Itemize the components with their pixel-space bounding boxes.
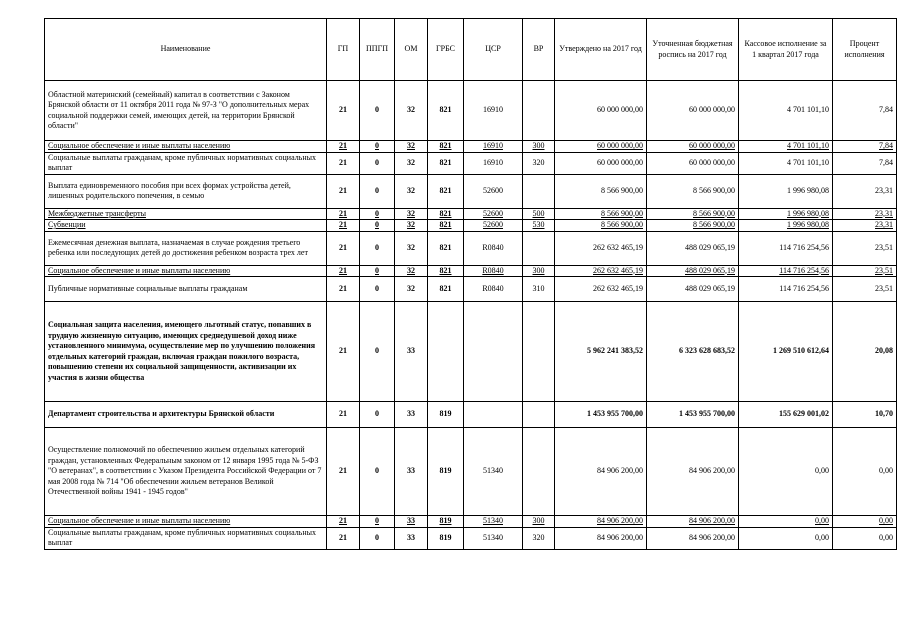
- cell-om: 32: [395, 231, 428, 265]
- table-row: [45, 174, 897, 208]
- cell-percent: 0,00: [833, 516, 897, 528]
- cell-csr: R0840: [464, 265, 523, 277]
- cell-cash: 155 629 001,02: [739, 402, 833, 428]
- cell-gp: 21: [327, 516, 360, 528]
- cell-vr: [523, 302, 555, 402]
- cell-name: Социальное обеспечение и иные выплаты населению: [45, 141, 327, 153]
- header-name: Наименование: [45, 19, 327, 81]
- cell-om: 33: [395, 527, 428, 549]
- cell-ppgp: 0: [360, 302, 395, 402]
- cell-om: 32: [395, 208, 428, 220]
- cell-gp: 21: [327, 141, 360, 153]
- cell-refined: 60 000 000,00: [647, 152, 739, 174]
- table-row: [45, 428, 897, 516]
- cell-om: 33: [395, 402, 428, 428]
- cell-percent: 0,00: [833, 527, 897, 549]
- cell-cash: 114 716 254,56: [739, 231, 833, 265]
- cell-approved: 5 962 241 383,52: [555, 302, 647, 402]
- cell-percent: 7,84: [833, 141, 897, 153]
- header-ppgp: ППГП: [360, 19, 395, 81]
- cell-csr: 51340: [464, 516, 523, 528]
- cell-grbs: 819: [428, 428, 464, 516]
- cell-gp: 21: [327, 231, 360, 265]
- cell-grbs: 821: [428, 265, 464, 277]
- cell-cash: 1 996 980,08: [739, 208, 833, 220]
- table-row: [45, 152, 897, 174]
- cell-refined: 488 029 065,19: [647, 265, 739, 277]
- cell-grbs: 821: [428, 174, 464, 208]
- cell-cash: 114 716 254,56: [739, 265, 833, 277]
- cell-grbs: 821: [428, 208, 464, 220]
- cell-name: Выплата единовременного пособия при всех формах устройства детей, лишенных родительского попечения, в семью: [45, 174, 327, 208]
- cell-name: Публичные нормативные социальные выплаты гражданам: [45, 277, 327, 302]
- cell-percent: 23,31: [833, 220, 897, 232]
- table-row: [45, 231, 897, 265]
- cell-grbs: 821: [428, 141, 464, 153]
- cell-approved: 84 906 200,00: [555, 516, 647, 528]
- cell-vr: [523, 402, 555, 428]
- cell-refined: 8 566 900,00: [647, 174, 739, 208]
- cell-name: Социальные выплаты гражданам, кроме публичных нормативных социальных выплат: [45, 527, 327, 549]
- cell-gp: 21: [327, 527, 360, 549]
- cell-csr: [464, 402, 523, 428]
- cell-name: Межбюджетные трансферты: [45, 208, 327, 220]
- cell-cash: 1 996 980,08: [739, 174, 833, 208]
- cell-ppgp: 0: [360, 428, 395, 516]
- cell-ppgp: 0: [360, 277, 395, 302]
- cell-om: 32: [395, 141, 428, 153]
- cell-grbs: 821: [428, 231, 464, 265]
- cell-grbs: 821: [428, 220, 464, 232]
- cell-grbs: 821: [428, 277, 464, 302]
- cell-vr: 300: [523, 516, 555, 528]
- cell-ppgp: 0: [360, 220, 395, 232]
- cell-csr: 16910: [464, 81, 523, 141]
- cell-cash: 0,00: [739, 527, 833, 549]
- cell-refined: 60 000 000,00: [647, 141, 739, 153]
- cell-percent: 7,84: [833, 81, 897, 141]
- cell-ppgp: 0: [360, 141, 395, 153]
- cell-csr: 16910: [464, 152, 523, 174]
- cell-vr: 310: [523, 277, 555, 302]
- cell-om: 33: [395, 302, 428, 402]
- cell-grbs: 819: [428, 527, 464, 549]
- cell-percent: 23,51: [833, 231, 897, 265]
- cell-gp: 21: [327, 277, 360, 302]
- header-percent: Процент исполнения: [833, 19, 897, 81]
- cell-csr: 52600: [464, 208, 523, 220]
- cell-csr: 16910: [464, 141, 523, 153]
- cell-gp: 21: [327, 208, 360, 220]
- cell-grbs: [428, 302, 464, 402]
- cell-vr: 500: [523, 208, 555, 220]
- cell-grbs: 819: [428, 516, 464, 528]
- cell-gp: 21: [327, 265, 360, 277]
- table-row: [45, 527, 897, 549]
- cell-vr: [523, 231, 555, 265]
- cell-vr: [523, 428, 555, 516]
- cell-vr: [523, 174, 555, 208]
- cell-percent: 10,70: [833, 402, 897, 428]
- cell-percent: 7,84: [833, 152, 897, 174]
- cell-percent: 23,51: [833, 265, 897, 277]
- cell-ppgp: 0: [360, 265, 395, 277]
- cell-ppgp: 0: [360, 152, 395, 174]
- cell-gp: 21: [327, 152, 360, 174]
- cell-om: 33: [395, 428, 428, 516]
- header-csr: ЦСР: [464, 19, 523, 81]
- cell-csr: R0840: [464, 277, 523, 302]
- cell-approved: 84 906 200,00: [555, 527, 647, 549]
- cell-cash: 1 996 980,08: [739, 220, 833, 232]
- cell-approved: 8 566 900,00: [555, 220, 647, 232]
- header-approved: Утверждено на 2017 год: [555, 19, 647, 81]
- cell-csr: 52600: [464, 220, 523, 232]
- cell-approved: 84 906 200,00: [555, 428, 647, 516]
- cell-ppgp: 0: [360, 231, 395, 265]
- cell-percent: 23,31: [833, 208, 897, 220]
- table-header-row: [45, 19, 897, 81]
- table-row: [45, 265, 897, 277]
- cell-om: 32: [395, 277, 428, 302]
- cell-vr: 300: [523, 141, 555, 153]
- cell-grbs: 821: [428, 81, 464, 141]
- cell-vr: 530: [523, 220, 555, 232]
- cell-approved: 262 632 465,19: [555, 231, 647, 265]
- budget-table: [44, 18, 897, 550]
- cell-percent: 23,51: [833, 277, 897, 302]
- cell-refined: 6 323 628 683,52: [647, 302, 739, 402]
- table-row: [45, 277, 897, 302]
- cell-om: 32: [395, 174, 428, 208]
- cell-om: 32: [395, 220, 428, 232]
- cell-approved: 60 000 000,00: [555, 141, 647, 153]
- cell-cash: 4 701 101,10: [739, 141, 833, 153]
- cell-name: Социальное обеспечение и иные выплаты населению: [45, 265, 327, 277]
- cell-cash: 0,00: [739, 428, 833, 516]
- header-om: ОМ: [395, 19, 428, 81]
- cell-name: Субвенции: [45, 220, 327, 232]
- cell-approved: 8 566 900,00: [555, 174, 647, 208]
- cell-om: 33: [395, 516, 428, 528]
- table-row: [45, 302, 897, 402]
- cell-gp: 21: [327, 81, 360, 141]
- header-refined: Уточненная бюджетная роспись на 2017 год: [647, 19, 739, 81]
- cell-refined: 8 566 900,00: [647, 208, 739, 220]
- cell-name: Социальное обеспечение и иные выплаты населению: [45, 516, 327, 528]
- cell-grbs: 821: [428, 152, 464, 174]
- cell-refined: 488 029 065,19: [647, 277, 739, 302]
- cell-csr: 51340: [464, 527, 523, 549]
- cell-refined: 8 566 900,00: [647, 220, 739, 232]
- cell-vr: 320: [523, 527, 555, 549]
- cell-cash: 114 716 254,56: [739, 277, 833, 302]
- cell-ppgp: 0: [360, 402, 395, 428]
- cell-approved: 1 453 955 700,00: [555, 402, 647, 428]
- cell-ppgp: 0: [360, 81, 395, 141]
- cell-cash: 4 701 101,10: [739, 152, 833, 174]
- cell-csr: 51340: [464, 428, 523, 516]
- table-row: [45, 208, 897, 220]
- header-grbs: ГРБС: [428, 19, 464, 81]
- cell-om: 32: [395, 152, 428, 174]
- cell-ppgp: 0: [360, 174, 395, 208]
- cell-gp: 21: [327, 174, 360, 208]
- cell-csr: 52600: [464, 174, 523, 208]
- cell-vr: [523, 81, 555, 141]
- cell-name: Социальные выплаты гражданам, кроме публичных нормативных социальных выплат: [45, 152, 327, 174]
- cell-name: Областной материнский (семейный) капитал в соответствии с Законом Брянской области от 11 октября 2011 года № 97-З "О дополнительных мерах социальной поддержки семей, имеющих детей, на территории Брянской области": [45, 81, 327, 141]
- cell-name: Департамент строительства и архитектуры Брянской области: [45, 402, 327, 428]
- cell-percent: 23,31: [833, 174, 897, 208]
- header-vr: ВР: [523, 19, 555, 81]
- cell-ppgp: 0: [360, 208, 395, 220]
- cell-om: 32: [395, 265, 428, 277]
- cell-cash: 4 701 101,10: [739, 81, 833, 141]
- cell-vr: 300: [523, 265, 555, 277]
- cell-gp: 21: [327, 302, 360, 402]
- table-row: [45, 220, 897, 232]
- cell-percent: 20,08: [833, 302, 897, 402]
- cell-approved: 8 566 900,00: [555, 208, 647, 220]
- cell-grbs: 819: [428, 402, 464, 428]
- cell-approved: 262 632 465,19: [555, 265, 647, 277]
- cell-refined: 488 029 065,19: [647, 231, 739, 265]
- cell-gp: 21: [327, 220, 360, 232]
- cell-name: Осуществление полномочий по обеспечению жильем отдельных категорий граждан, установленных Федеральным законом от 12 января 1995 года № 5-ФЗ "О ветеранах", в соответствии с Указом Президента Российской Федерации от 7 мая 2008 года № 714 "Об обеспечении жильем ветеранов Великой Отечественной войны 1941 - 1945 годов": [45, 428, 327, 516]
- cell-refined: 84 906 200,00: [647, 428, 739, 516]
- cell-gp: 21: [327, 428, 360, 516]
- table-row: [45, 516, 897, 528]
- cell-refined: 84 906 200,00: [647, 527, 739, 549]
- cell-name: Социальная защита населения, имеющего льготный статус, попавших в трудную жизненную ситуацию, имеющих среднедушевой доход ниже установленного минимума, осуществление мер по улучшению положения отдельных категорий граждан, включая граждан пожилого возраста, повышению степени их социальной защищенности, активизации их участия в жизни общества: [45, 302, 327, 402]
- cell-refined: 1 453 955 700,00: [647, 402, 739, 428]
- cell-percent: 0,00: [833, 428, 897, 516]
- cell-cash: 1 269 510 612,64: [739, 302, 833, 402]
- table-row: [45, 402, 897, 428]
- header-gp: ГП: [327, 19, 360, 81]
- cell-csr: [464, 302, 523, 402]
- cell-name: Ежемесячная денежная выплата, назначаемая в случае рождения третьего ребенка или последующих детей до достижения ребенком возраста трех лет: [45, 231, 327, 265]
- cell-approved: 60 000 000,00: [555, 81, 647, 141]
- cell-refined: 60 000 000,00: [647, 81, 739, 141]
- cell-ppgp: 0: [360, 516, 395, 528]
- cell-approved: 262 632 465,19: [555, 277, 647, 302]
- cell-gp: 21: [327, 402, 360, 428]
- cell-refined: 84 906 200,00: [647, 516, 739, 528]
- cell-approved: 60 000 000,00: [555, 152, 647, 174]
- cell-csr: R0840: [464, 231, 523, 265]
- cell-vr: 320: [523, 152, 555, 174]
- cell-ppgp: 0: [360, 527, 395, 549]
- header-cash: Кассовое исполнение за 1 квартал 2017 года: [739, 19, 833, 81]
- table-row: [45, 81, 897, 141]
- cell-om: 32: [395, 81, 428, 141]
- cell-cash: 0,00: [739, 516, 833, 528]
- table-row: [45, 141, 897, 153]
